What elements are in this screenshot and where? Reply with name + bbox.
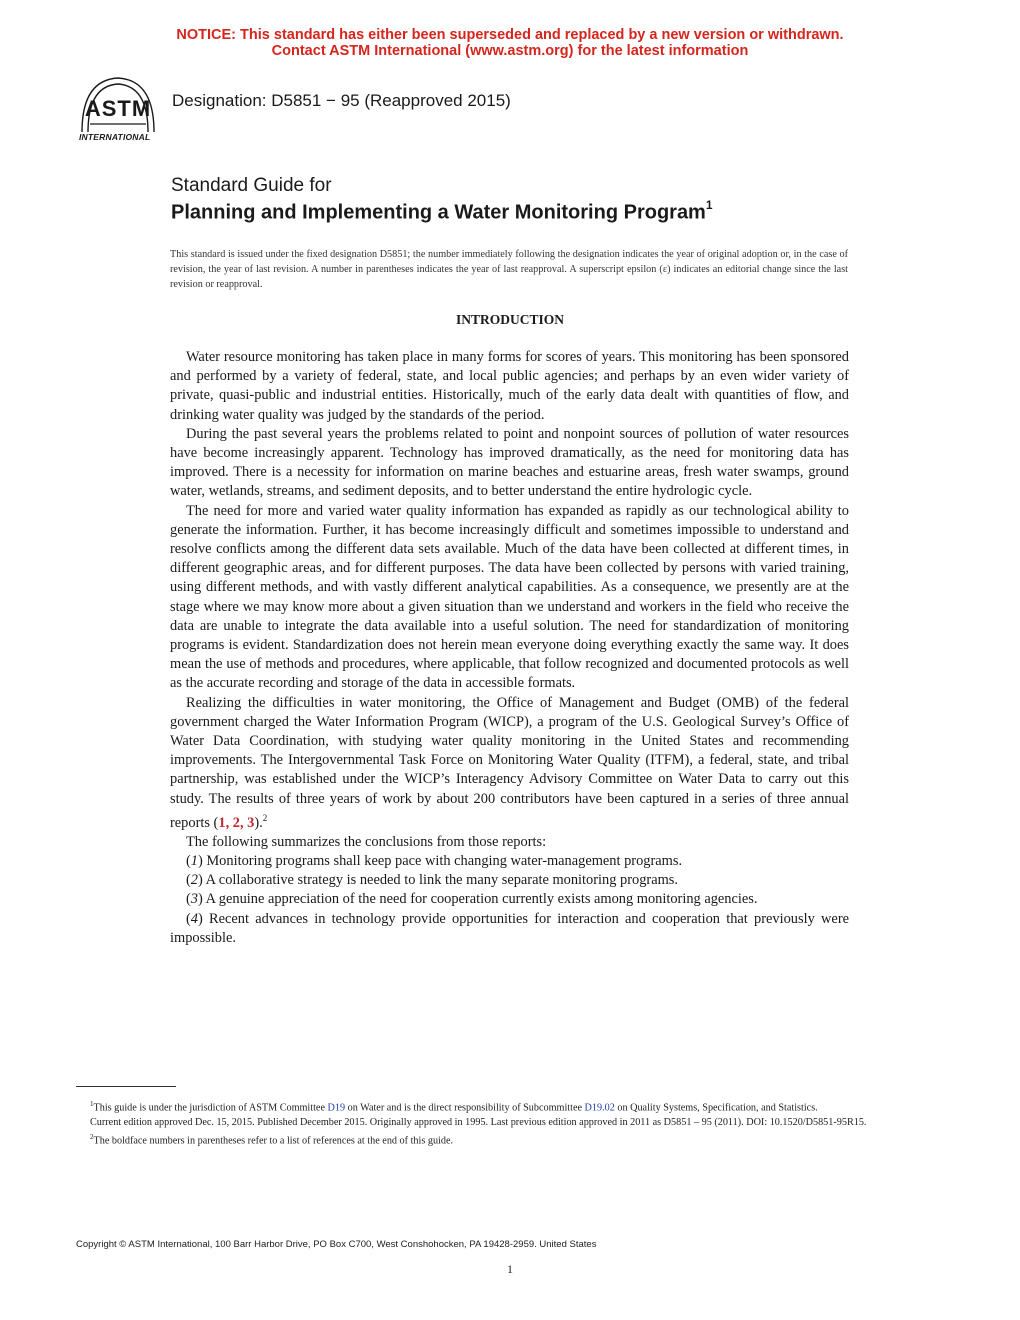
list-item-text: Monitoring programs shall keep pace with changing water-management programs. bbox=[206, 853, 683, 870]
committee-link[interactable]: D19 bbox=[327, 1102, 346, 1114]
title-footnote-ref[interactable]: 1 bbox=[705, 198, 713, 212]
footnotes bbox=[76, 1097, 943, 1149]
introduction-heading: INTRODUCTION bbox=[455, 312, 564, 327]
intro-paragraph: During the past several years the problems related to point and nonpoint sources of pollution of water resources have become increasingly apparent. Technology has improved dramatically, as the need for monitoring data has improved. There is a necessity for information on marine beaches and estuarine areas, fresh water swamps, ground water, wetlands, streams, and sediment deposits, and to better understand the entire hydrologic cycle. bbox=[170, 425, 849, 500]
footnote-text: on Water and is the direct responsibility of Subcommittee bbox=[347, 1102, 582, 1114]
list-item-text: A genuine appreciation of the need for cooperation currently exists among monitoring agencies. bbox=[205, 891, 758, 908]
list-item: (3) A genuine appreciation of the need for cooperation currently exists among monitoring agencies. bbox=[186, 891, 758, 908]
list-item-text: Recent advances in technology provide opportunities for interaction and cooperation that previously were impossible. bbox=[170, 910, 850, 946]
edition-note: Current edition approved Dec. 15, 2015. Published December 2015. Originally approved in 1995. Last previous edition approved in 2011 as D5851 – 95 (2011). DOI: 10.1520/D5851-95R15. bbox=[90, 1117, 867, 1129]
footnote-ref[interactable]: 2 bbox=[262, 812, 268, 823]
designation: Designation: D5851 − 95 (Reapproved 2015) bbox=[172, 91, 511, 110]
reference-link[interactable]: 3 bbox=[247, 814, 255, 831]
paragraph-end: ). bbox=[254, 814, 263, 831]
intro-paragraph: The following summarizes the conclusions from those reports: bbox=[186, 833, 547, 850]
svg-text:ASTM: ASTM bbox=[84, 96, 152, 121]
footnote-number: 1 bbox=[90, 1100, 94, 1108]
footnote-text: The boldface numbers in parentheses refer to a list of references at the end of this guide. bbox=[93, 1135, 454, 1147]
page-number: 1 bbox=[507, 1262, 513, 1276]
list-item-number: 2 bbox=[190, 872, 198, 889]
footnote-number: 2 bbox=[90, 1133, 94, 1142]
logo-wordmark: INTERNATIONAL bbox=[79, 132, 151, 142]
intro-paragraph: Water resource monitoring has taken place in many forms for scores of years. This monitoring has been sponsored and performed by a variety of federal, state, and local public agencies; and perhaps by an even wider variety of private, quasi-public and industrial entities. Historically, much of the early data dealt with quantities of flow, and drinking water quality was judged by the standards of the period. bbox=[170, 349, 849, 423]
footnote-divider bbox=[76, 1086, 176, 1087]
issuance-statement: This standard is issued under the fixed designation D5851; the number immediately following the designation indicates the year of original adoption or, in the case of revision, the year of last revision. A number in parentheses indicates the year of last reapproval. A superscript epsilon (ε) indicates an editorial change since the last revision or reapproval. bbox=[170, 249, 848, 290]
notice-line-2: Contact ASTM International (www.astm.org) for the latest information bbox=[271, 43, 749, 59]
intro-paragraph-text: Realizing the difficulties in water monitoring, the Office of Management and Budget (OMB) of the federal government charged the Water Information Program (WICP), a program of the U.S. Geological Survey’s Office of Water Data Coordination, with studying water quality monitoring in the United States and recommending improvements. The Intergovernmental Task Force on Monitoring Water Quality (ITFM), a federal, state, and tribal partnership, was established under the WICP’s Interagency Advisory Committee on Water Data to carry out this study. The results of three years of work by about 200 contributors have been captured in a series of three annual reports ( bbox=[170, 694, 849, 831]
intro-paragraph: The need for more and varied water quality information has expanded as rapidly as our technological ability to generate the information. Further, it has become increasingly difficult and sometimes impossible to understand and resolve conflicts among the different data sets available. Much of the data have been collected at different times, in different geographic areas, and for different purposes. The data have been collected by persons with varied training, using different methods, and with vastly different analytical capabilities. As a consequence, we presently are at the stage where we may know more about a given situation than we understand and workers in the field who receive the data are unable to integrate the data available into a useful solution. The need for standardization of monitoring programs is evident. Standardization does not herein mean everyone doing everything exactly the same way. It does mean the use of methods and procedures, where applicable, that follow recognized and documented protocols as well as the accurate recording and storage of the data in accessible formats. bbox=[170, 502, 849, 692]
reference-link[interactable]: 1 bbox=[218, 814, 226, 831]
footnote-2 bbox=[76, 1130, 943, 1148]
intro-paragraph: Realizing the difficulties in water monitoring, the Office of Management and Budget (OMB) of the federal government charged the Water Information Program (WICP), a program of the U.S. Geological Survey’s Office of Water Data Coordination, with studying water quality monitoring in the United States and recommending improvements. The Intergovernmental Task Force on Monitoring Water Quality (ITFM), a federal, state, and tribal partnership, was established under the WICP’s Interagency Advisory Committee on Water Data to carry out this study. The results of three years of work by about 200 contributors have been captured in a series of three annual reports (1, 2, 3).$^2$ bbox=[170, 694, 849, 831]
footnote-1 bbox=[76, 1097, 943, 1115]
list-item-number: 3 bbox=[190, 891, 198, 908]
subcommittee-link[interactable]: D19.02 bbox=[584, 1102, 615, 1114]
list-item: (2) A collaborative strategy is needed to link the many separate monitoring programs. bbox=[186, 872, 678, 889]
introduction-body bbox=[170, 348, 849, 948]
list-item-number: 1 bbox=[190, 853, 198, 870]
list-item-text: A collaborative strategy is needed to link the many separate monitoring programs. bbox=[205, 872, 678, 889]
title-prefix: Standard Guide for bbox=[171, 175, 332, 196]
list-item-number: 4 bbox=[190, 910, 198, 927]
list-item: (1) Monitoring programs shall keep pace with changing water-management programs. bbox=[186, 853, 683, 870]
copyright-notice: Copyright © ASTM International, 100 Barr Harbor Drive, PO Box C700, West Conshohocken, PA 19428-2959. United States bbox=[76, 1239, 597, 1250]
title-text: Planning and Implementing a Water Monitoring Program bbox=[171, 201, 706, 224]
list-item: (4) Recent advances in technology provide opportunities for interaction and cooperation that previously were impossible. bbox=[170, 910, 850, 946]
reference-link[interactable]: 2 bbox=[232, 814, 240, 831]
footnote-text: This guide is under the jurisdiction of ASTM Committee bbox=[93, 1102, 325, 1114]
notice-line-1: NOTICE: This standard has either been superseded and replaced by a new version or withdrawn. bbox=[176, 27, 844, 43]
footnote-text: on Quality Systems, Specification, and Statistics. bbox=[617, 1102, 818, 1114]
page-title bbox=[171, 200, 713, 225]
